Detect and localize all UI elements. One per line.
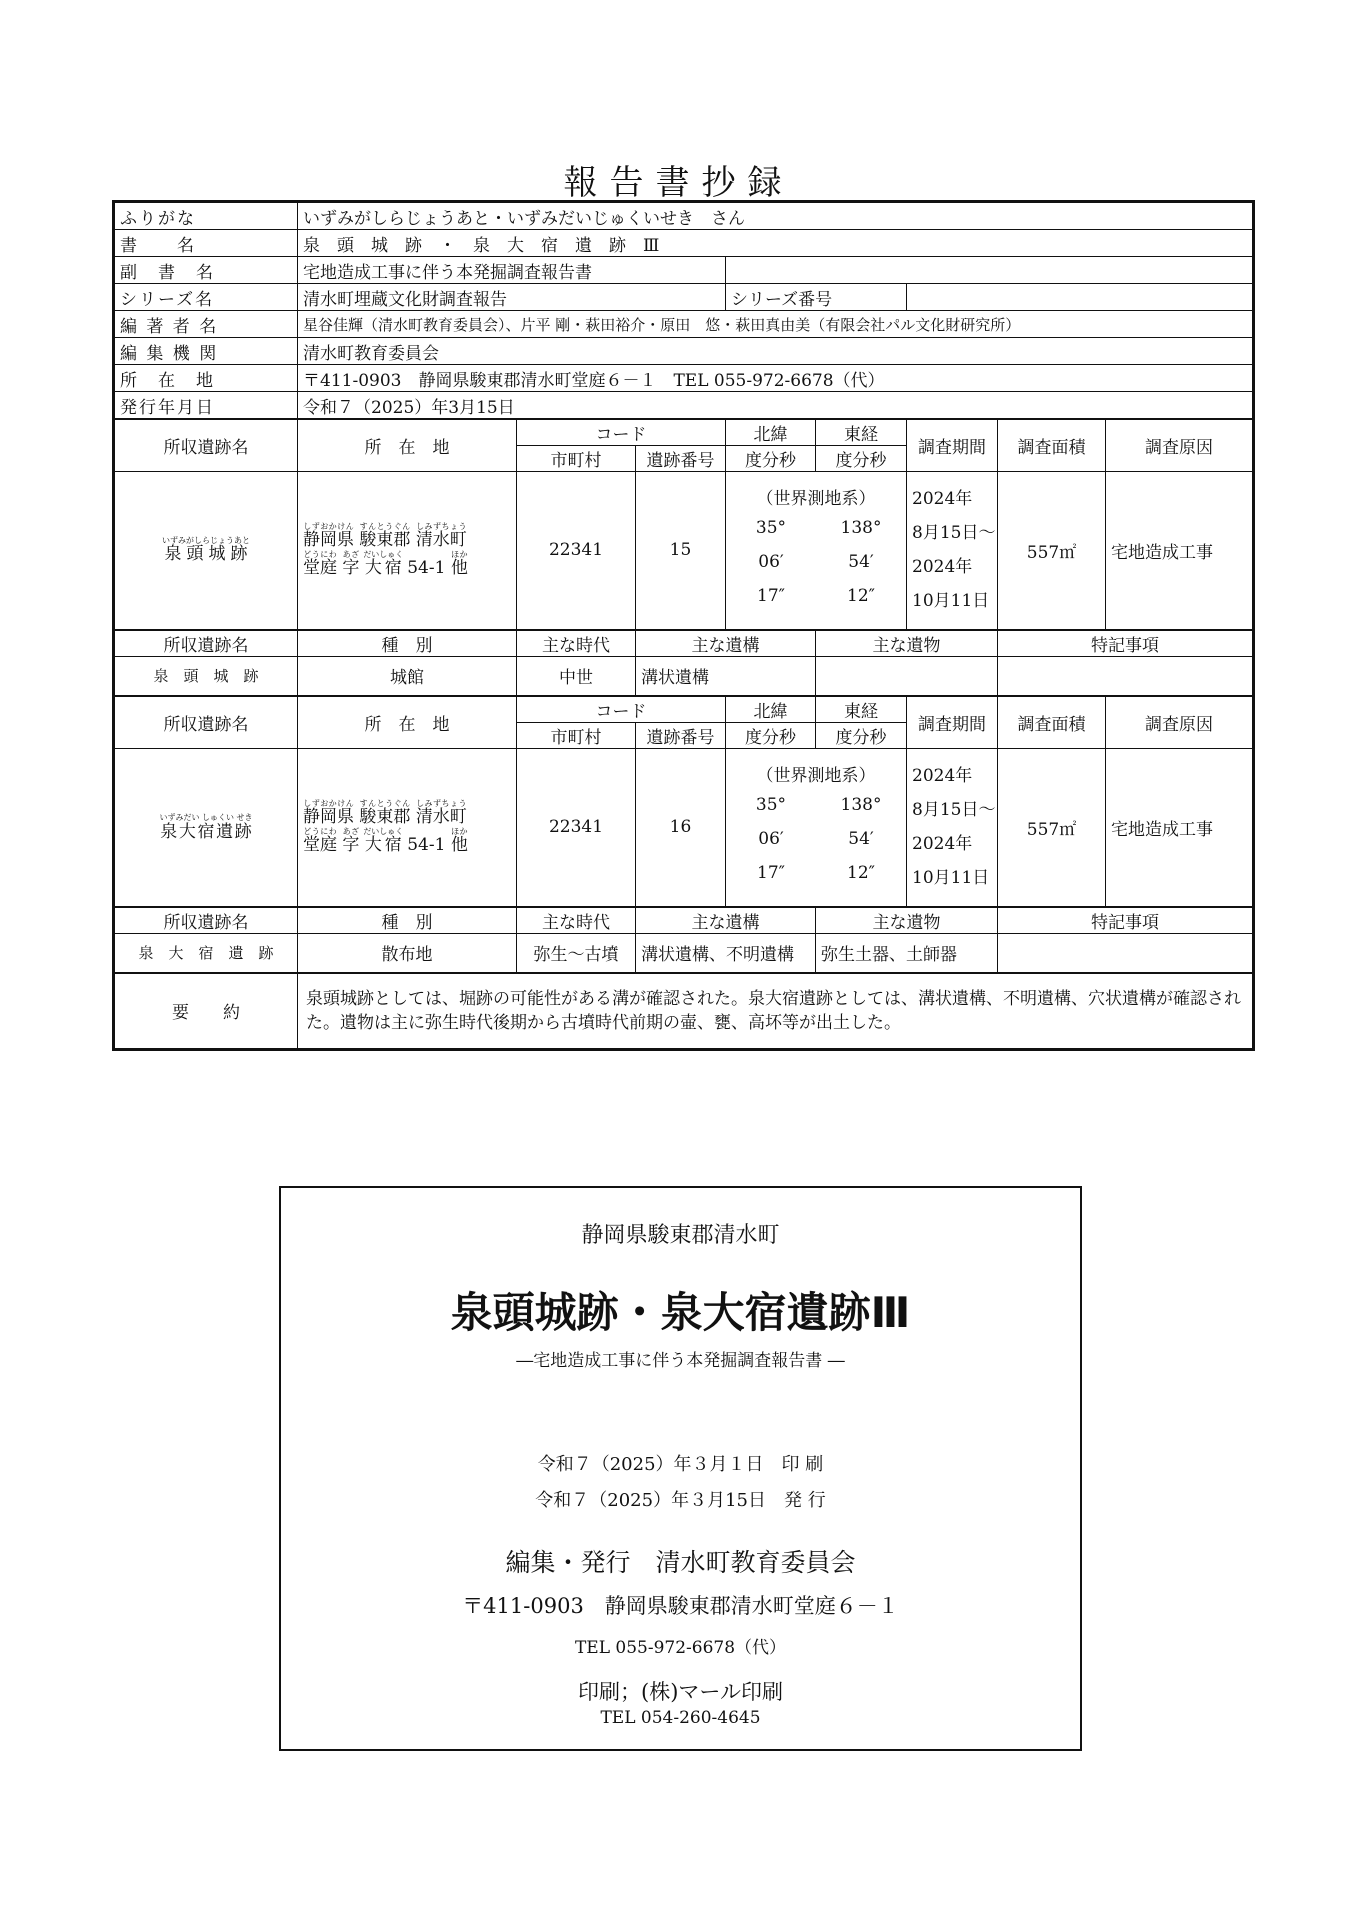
authors-label: 編 著 者 名 <box>114 311 298 338</box>
site-name: 泉頭城跡いずみがしらじょうあと <box>114 472 298 630</box>
lon-dms-header: 度分秒 <box>816 446 907 472</box>
location-part: 大宿だいしゅく <box>363 827 404 856</box>
site-name: 泉大宿遺跡いずみだい しゅくい せき <box>114 749 298 907</box>
era-header: 主な時代 <box>517 630 636 657</box>
report-abstract-table <box>112 200 1255 1051</box>
site-short-name: 泉 大 宿 遺 跡 <box>114 933 298 973</box>
lat-header: 北緯 <box>726 696 816 723</box>
location-header: 所 在 地 <box>298 419 517 472</box>
editor-label: 編 集 機 関 <box>114 338 298 365</box>
municipality-code: 22341 <box>517 749 636 907</box>
location-part: 静岡県しずおかけん <box>303 799 354 828</box>
period-header: 調査期間 <box>907 419 998 472</box>
geodetic-system: （世界測地系） <box>756 489 876 510</box>
site-location <box>298 749 517 907</box>
location-part: 大宿だいしゅく <box>363 550 404 579</box>
survey-period: 2024年 8月15日～ 2024年 10月11日 <box>907 472 998 630</box>
location-part: 54-1 <box>407 558 446 579</box>
site-location-line2 <box>303 827 511 855</box>
date-label: 発行年月日 <box>114 392 298 420</box>
geodetic-system: （世界測地系） <box>756 766 876 787</box>
location-part: 清水町しみずちょう <box>415 522 467 551</box>
location-part: 他ほか <box>450 550 468 579</box>
location-part: 清水町しみずちょう <box>415 799 467 828</box>
area-header: 調査面積 <box>998 419 1106 472</box>
notes-header: 特記事項 <box>998 907 1254 934</box>
cause-header: 調査原因 <box>1106 696 1254 749</box>
survey-period: 2024年 8月15日～ 2024年 10月11日 <box>907 749 998 907</box>
site-no-header: 遺跡番号 <box>636 446 726 472</box>
coordinates <box>726 749 907 907</box>
site-location-line1 <box>303 522 511 550</box>
colophon-title: 泉頭城跡・泉大宿遺跡Ⅲ <box>450 1288 911 1337</box>
lon-dms-header: 度分秒 <box>816 723 907 749</box>
notes-header: 特記事項 <box>998 630 1254 657</box>
address-value: 〒411-0903 静岡県駿東郡清水町堂庭６－１ TEL 055-972-6678（代） <box>298 365 1254 392</box>
site-no-header: 遺跡番号 <box>636 723 726 749</box>
colophon-printer: 印刷；(株)マール印刷 <box>578 1680 783 1704</box>
lat-header: 北緯 <box>726 419 816 446</box>
series-label: シリーズ名 <box>114 284 298 311</box>
site-notes <box>998 933 1254 973</box>
code-header: コード <box>517 696 726 723</box>
site-name-header: 所収遺跡名 <box>114 419 298 472</box>
coordinates <box>726 472 907 630</box>
municipality-code: 22341 <box>517 472 636 630</box>
colophon-printer-tel: TEL 054-260-4645 <box>600 1708 761 1728</box>
survey-area: 557㎡ <box>998 749 1106 907</box>
site-features: 溝状遺構、不明遺構 <box>636 933 816 973</box>
site-type: 城館 <box>298 656 517 696</box>
site-artifacts <box>816 656 998 696</box>
summary-label: 要 約 <box>114 973 298 1049</box>
colophon-issue-date: 令和７（2025）年３月15日 発 行 <box>535 1490 826 1511</box>
location-part: 字あざ <box>342 550 360 579</box>
site-name-header: 所収遺跡名 <box>114 630 298 657</box>
colophon-address: 〒411-0903 静岡県駿東郡清水町堂庭６－１ <box>462 1594 899 1618</box>
type-header: 種 別 <box>298 907 517 934</box>
series-no-value <box>907 284 1254 311</box>
authors-value: 星谷佳輝（清水町教育委員会）、片平 剛・萩田裕介・原田 悠・萩田真由美（有限会社パル文化財研究所） <box>298 311 1254 338</box>
site-short-name: 泉 頭 城 跡 <box>114 656 298 696</box>
site-location-line1 <box>303 799 511 827</box>
lon-header: 東経 <box>816 696 907 723</box>
area-header: 調査面積 <box>998 696 1106 749</box>
book-label: 書 名 <box>114 230 298 257</box>
site-artifacts: 弥生土器、土師器 <box>816 933 998 973</box>
longitude: 138° 54′ 12″ <box>840 795 882 884</box>
location-part: 他ほか <box>450 827 468 856</box>
site-name-header: 所収遺跡名 <box>114 907 298 934</box>
document-title: 報告書抄録 <box>563 163 794 203</box>
artifacts-header: 主な遺物 <box>816 907 998 934</box>
site-notes <box>998 656 1254 696</box>
site-number: 16 <box>636 749 726 907</box>
series-value: 清水町埋蔵文化財調査報告 <box>298 284 726 311</box>
site-type: 散布地 <box>298 933 517 973</box>
book-value: 泉 頭 城 跡 ・ 泉 大 宿 遺 跡 Ⅲ <box>298 230 1254 257</box>
period-header: 調査期間 <box>907 696 998 749</box>
latitude: 35° 06′ 17″ <box>755 518 787 607</box>
subtitle-value: 宅地造成工事に伴う本発掘調査報告書 <box>298 257 726 284</box>
colophon-tel: TEL 055-972-6678（代） <box>574 1638 787 1658</box>
colophon-prefecture: 静岡県駿東郡清水町 <box>581 1223 780 1248</box>
series-no-label: シリーズ番号 <box>726 284 907 311</box>
type-header: 種 別 <box>298 630 517 657</box>
municipality-header: 市町村 <box>517 723 636 749</box>
artifacts-header: 主な遺物 <box>816 630 998 657</box>
survey-cause: 宅地造成工事 <box>1106 749 1254 907</box>
colophon-publisher: 編集・発行 清水町教育委員会 <box>505 1548 856 1577</box>
site-features: 溝状遺構 <box>636 656 816 696</box>
municipality-header: 市町村 <box>517 446 636 472</box>
site-number: 15 <box>636 472 726 630</box>
location-header: 所 在 地 <box>298 696 517 749</box>
longitude: 138° 54′ 12″ <box>840 518 882 607</box>
location-part: 字あざ <box>342 827 360 856</box>
site-era: 弥生～古墳 <box>517 933 636 973</box>
colophon-subtitle: ―宅地造成工事に伴う本発掘調査報告書 ― <box>516 1351 845 1371</box>
survey-area: 557㎡ <box>998 472 1106 630</box>
cause-header: 調査原因 <box>1106 419 1254 472</box>
address-label: 所 在 地 <box>114 365 298 392</box>
furigana-label: ふりがな <box>114 202 298 230</box>
features-header: 主な遺構 <box>636 630 816 657</box>
subtitle-label: 副 書 名 <box>114 257 298 284</box>
location-part: 駿東郡すんとうぐん <box>359 522 411 551</box>
lat-dms-header: 度分秒 <box>726 446 816 472</box>
location-part: 堂庭どうにわ <box>303 827 337 856</box>
subtitle-blank <box>726 257 1254 284</box>
lon-header: 東経 <box>816 419 907 446</box>
site-location-line2 <box>303 550 511 578</box>
lat-dms-header: 度分秒 <box>726 723 816 749</box>
site-era: 中世 <box>517 656 636 696</box>
furigana-value: いずみがしらじょうあと・いずみだいじゅくいせき さん <box>298 202 1254 230</box>
survey-cause: 宅地造成工事 <box>1106 472 1254 630</box>
editor-value: 清水町教育委員会 <box>298 338 1254 365</box>
colophon-box <box>279 1186 1082 1751</box>
location-part: 堂庭どうにわ <box>303 550 337 579</box>
location-part: 静岡県しずおかけん <box>303 522 354 551</box>
location-part: 54-1 <box>407 835 446 856</box>
code-header: コード <box>517 419 726 446</box>
site-location <box>298 472 517 630</box>
site-name-header: 所収遺跡名 <box>114 696 298 749</box>
era-header: 主な時代 <box>517 907 636 934</box>
summary-text: 泉頭城跡としては、堀跡の可能性がある溝が確認された。泉大宿遺跡としては、溝状遺構、不明遺構、穴状遺構が確認された。遺物は主に弥生時代後期から古墳時代前期の壷、甕、高坏等が出土した。 <box>298 973 1254 1049</box>
date-value: 令和７（2025）年3月15日 <box>298 392 1254 420</box>
location-part: 駿東郡すんとうぐん <box>359 799 411 828</box>
features-header: 主な遺構 <box>636 907 816 934</box>
latitude: 35° 06′ 17″ <box>755 795 787 884</box>
colophon-print-date: 令和７（2025）年３月１日 印 刷 <box>537 1454 824 1475</box>
